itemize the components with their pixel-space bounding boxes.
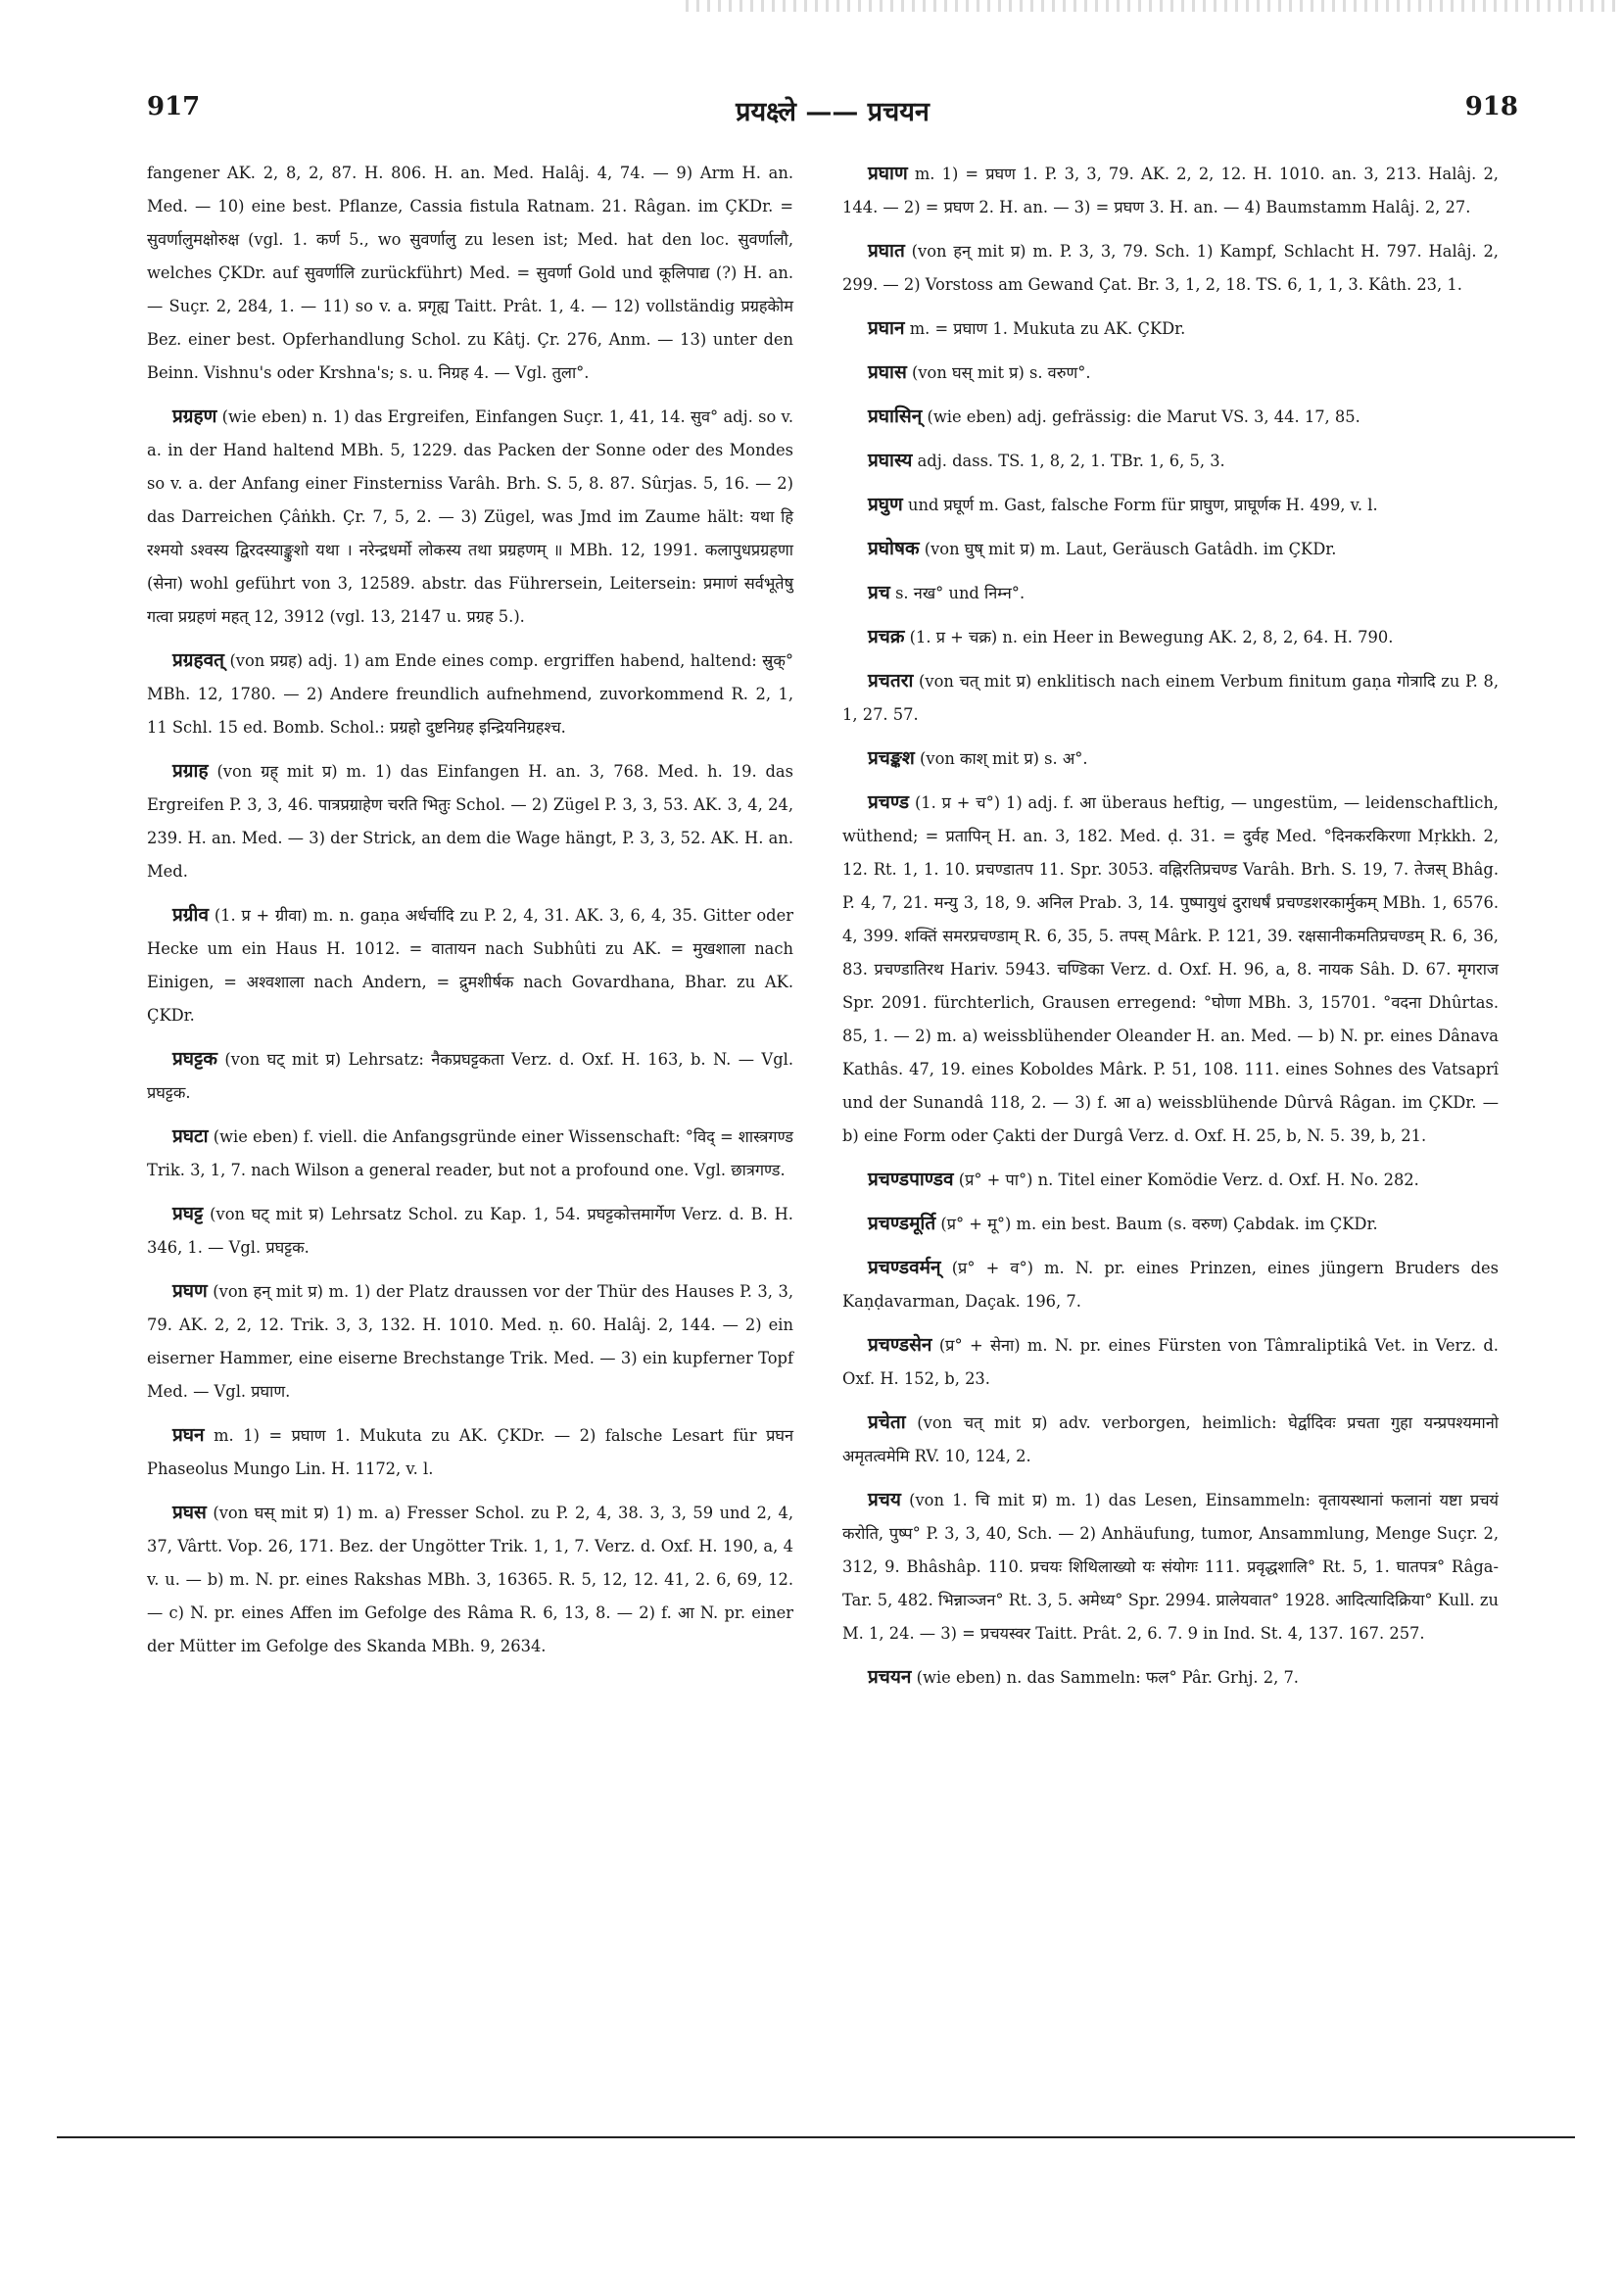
- dictionary-entry: [147, 1120, 793, 1187]
- entry-headword: प्रच: [868, 582, 890, 603]
- entry-body: (wie eben) n. das Sammeln: फल° Pâr. Grhj. 2, 7.: [916, 1668, 1299, 1687]
- entry-body: (प्र° + सेना) m. N. pr. eines Fürsten von Tâmraliptikâ Vet. in Verz. d. Oxf. H. 152, b, 23.: [842, 1336, 1499, 1388]
- dictionary-entry: [842, 741, 1499, 776]
- dictionary-entry: [842, 444, 1499, 478]
- entry-body: (प्र° + मू°) m. ein best. Baum (s. वरुण) Çabdak. im ÇKDr.: [940, 1215, 1378, 1233]
- dictionary-entry: [842, 400, 1499, 434]
- entry-body: (von घस् mit प्र) 1) m. a) Fresser Schol. zu P. 2, 4, 38. 3, 3, 59 und 2, 4, 37, Vârtt. Vop. 26, 171. Bez. der Ungötter Trik. 1, 1, 7. Verz. d. Oxf. H. 190, a, 4 v. u. — b) m. N. pr. eines Rakshas MBh. 3, 16365. R. 5, 12, 12. 41, 2. 6, 69, 12. — c) N. pr. eines Affen im Gefolge des Râma R. 6, 13, 8. — 2) f. आ N. pr. einer der Mütter im Gefolge des Skanda MBh. 9, 2634.: [147, 1504, 793, 1655]
- dictionary-entry: [842, 664, 1499, 732]
- entry-body: und प्रघूर्ण m. Gast, falsche Form für प्राघुण, प्राघूर्णक H. 499, v. l.: [907, 496, 1378, 514]
- entry-body: (von चत् mit प्र) adv. verborgen, heimlich: घेर्द्वादिवः प्रचता गुहा यन्प्रपश्यमानो अमृतत्वमेमि RV. 10, 124, 2.: [842, 1413, 1499, 1465]
- entry-body: (von प्रग्रह) adj. 1) am Ende eines comp. ergriffen habend, haltend: स्रुक्° MBh. 12, 1780. — 2) Andere freundlich aufnehmend, zuvorkommend R. 2, 1, 11 Schl. 15 ed. Bomb. Schol.: प्रग्रहो दुष्टनिग्रह इन्द्रियनिग्रहश्च.: [147, 651, 793, 737]
- dictionary-entry: [147, 644, 793, 744]
- entry-headword: प्रचण्डपाण्डव: [868, 1169, 954, 1190]
- entry-body: (von ग्रह् mit प्र) m. 1) das Einfangen H. an. 3, 768. Med. h. 19. das Ergreifen P. 3, 3, 46. पात्रप्रग्राहेण चरति भितुः Schol. — 2) Zügel P. 3, 3, 53. AK. 3, 4, 24, 239. H. an. Med. — 3) der Strick, an dem die Wage hängt, P. 3, 3, 52. AK. H. an. Med.: [147, 762, 793, 881]
- page-number-left: 917: [147, 92, 201, 121]
- dictionary-entry: [842, 356, 1499, 390]
- entry-headword: प्रघट्टक: [172, 1048, 217, 1070]
- entry-body: (wie eben) n. 1) das Ergreifen, Einfangen Suçr. 1, 41, 14. सुव° adj. so v. a. in der Hand haltend MBh. 5, 1229. das Packen der Sonne oder des Mondes so v. a. der Anfang einer Finsterniss Varâh. Brh. S. 5, 8. 87. Sûrjas. 5, 16. — 2) das Darreichen Çâṅkh. Çr. 7, 5, 2. — 3) Zügel, was Jmd im Zaume hält: यथा हि रश्मयो ऽश्वस्य द्विरदस्याङ्कुशो यथा । नरेन्द्रधर्मो लोकस्य तथा प्रग्रहणम् ॥ MBh. 12, 1991. कलापुधप्रग्रहणा (सेना) wohl geführt von 3, 12589. abstr. das Führersein, Leitersein: प्रमाणं सर्वभूतेषु गत्वा प्रग्रहणं महत् 12, 3912 (vgl. 13, 2147 u. प्रग्रह 5.).: [147, 407, 793, 626]
- entry-body: (von चत् mit प्र) enklitisch nach einem Verbum finitum gaṇa गोत्रादि zu P. 8, 1, 27. 57.: [842, 672, 1499, 724]
- entry-headword: प्रघटा: [172, 1125, 209, 1147]
- entry-body: s. नख° und निम्न°.: [895, 584, 1026, 602]
- entry-body: (von घट् mit प्र) Lehrsatz: नैकप्रघट्टकता Verz. d. Oxf. H. 163, b. N. — Vgl. प्रघट्टक.: [147, 1050, 793, 1102]
- dictionary-entry: [147, 754, 793, 888]
- entry-body: (von 1. चि mit प्र) m. 1) das Lesen, Einsammeln: वृतायस्थानां फलानां यष्टा प्रचयं करोति, पुष्प° P. 3, 3, 40, Sch. — 2) Anhäufung, tumor, Ansammlung, Menge Suçr. 2, 312, 9. Bhâshâp. 110. प्रचयः शिथिलाख्यो यः संयोगः 111. प्रवृद्धशालि° Rt. 5, 1. घातपत्र° Râga-Tar. 5, 482. भिन्नाञ्जन° Rt. 3, 5. अमेध्य° Spr. 2994. प्रालेयवात° 1928. आदित्यादिक्रिया° Kull. zu M. 1, 24. — 3) = प्रचयस्वर Taitt. Prât. 2, 6. 7. 9 in Ind. St. 4, 137. 167. 257.: [842, 1491, 1499, 1643]
- entry-body: fangener AK. 2, 8, 2, 87. H. 806. H. an. Med. Halâj. 4, 74. — 9) Arm H. an. Med. — 10) eine best. Pflanze, Cassia fistula Ratnam. 21. Râgan. im ÇKDr. = सुवर्णालुमक्षोरुक्ष (vgl. 1. कर्ण 5., wo सुवर्णालु zu lesen ist; Med. hat den loc. सुवर्णालौ, welches ÇKDr. auf सुवर्णालि zurückführt) Med. = सुवर्णा Gold und कूलिपाद्य (?) H. an. — Suçr. 2, 284, 1. — 11) so v. a. प्रगृह्य Taitt. Prât. 1, 4. — 12) vollständig प्रग्रहकेोम Bez. einer best. Opferhandlung Schol. zu Kâtj. Çr. 276, Anm. — 13) unter den Beinn. Vishnu's oder Krshna's; s. u. निग्रह 4. — Vgl. तुला°.: [147, 164, 793, 382]
- entry-headword: प्रग्रहण: [172, 406, 217, 427]
- entry-headword: प्रघट्ट: [172, 1203, 204, 1224]
- dictionary-entry: [147, 400, 793, 634]
- dictionary-entry: [842, 786, 1499, 1153]
- page-header: [147, 92, 1518, 131]
- entry-headword: प्रचतरा: [868, 670, 914, 692]
- entry-body: (von काश् mit प्र) s. अ°.: [920, 749, 1088, 768]
- entry-headword: प्रघस: [172, 1502, 207, 1523]
- entry-body: (1. प्र + चक्र) n. ein Heer in Bewegung AK. 2, 8, 2, 64. H. 790.: [909, 628, 1394, 646]
- dictionary-entry: [842, 532, 1499, 566]
- entry-headword: प्रघाण: [868, 163, 908, 184]
- entry-headword: प्रग्राह: [172, 760, 209, 782]
- entry-body: m. = प्रघाण 1. Mukuta zu AK. ÇKDr.: [909, 319, 1186, 338]
- entry-headword: प्रग्रीव: [172, 904, 210, 926]
- entry-body: (wie eben) adj. gefrässig: die Marut VS. 3, 44. 17, 85.: [927, 407, 1360, 426]
- entry-body: m. 1) = प्रघाण 1. Mukuta zu AK. ÇKDr. — 2) falsche Lesart für प्रघन Phaseolus Mungo Lin. H. 1172, v. l.: [147, 1426, 793, 1478]
- dictionary-entry: [842, 576, 1499, 610]
- dictionary-entry: [147, 1496, 793, 1663]
- dictionary-entry: [147, 1197, 793, 1265]
- entry-body: (von घट् mit प्र) Lehrsatz Schol. zu Kap. 1, 54. प्रघट्टकोत्तमार्गेण Verz. d. B. H. 346, 1. — Vgl. प्रघट्टक.: [147, 1205, 793, 1257]
- entry-headword: प्रघन: [172, 1424, 205, 1446]
- entry-headword: प्रचेता: [868, 1411, 906, 1433]
- entry-headword: प्रघण: [172, 1280, 208, 1302]
- dictionary-entry: [147, 157, 793, 390]
- dictionary-entry: [842, 1660, 1499, 1695]
- dictionary-entry: [147, 1042, 793, 1110]
- entry-body: (von घुष् mit प्र) m. Laut, Geräusch Gatâdh. im ÇKDr.: [924, 540, 1337, 558]
- entry-headword: प्रचय: [868, 1489, 901, 1510]
- entry-body: (1. प्र + च°) 1) adj. f. आ überaus heftig, — ungestüm, — leidenschaftlich, wüthend; = प्रतापिन् H. an. 3, 182. Med. ḍ. 31. = दुर्वह Med. °दिनकरकिरणा Mṛkkh. 2, 12. Rt. 1, 1. 10. प्रचण्डातप 11. Spr. 3053. वह्निरतिप्रचण्ड Varâh. Brh. S. 19, 7. तेजस् Bhâg. P. 4, 7, 21. मन्यु 3, 18, 9. अनिल Prab. 3, 14. पुष्पायुधं दुराधर्षं प्रचण्डशरकार्मुकम् MBh. 1, 6576. 4, 399. शक्तिं समरप्रचण्डाम् R. 6, 35, 5. तपस् Mârk. P. 121, 39. रक्षसानीकमतिप्रचण्डम् R. 6, 36, 83. प्रचण्डातिरथ Hariv. 5943. चण्डिका Verz. d. Oxf. H. 96, a, 8. नायक Sâh. D. 67. मृगराज Spr. 2091. fürchterlich, Grausen erregend: °घोणा MBh. 3, 15701. °वदना Dhûrtas. 85, 1. — 2) m. a) weissblühender Oleander H. an. Med. — b) N. pr. eines Dânava Kathâs. 47, 19. eines Koboldes Mârk. P. 51, 108. 111. eines Sohnes des Vatsaprî und der Sunandâ 118, 2. — 3) f. आ a) weissblühende Dûrvâ Râgan. im ÇKDr. — b) eine Form oder Çakti der Durgâ Verz. d. Oxf. H. 25, b, N. 5. 39, b, 21.: [842, 793, 1499, 1145]
- dictionary-entry: [842, 1406, 1499, 1473]
- entry-headword: प्रघान: [868, 317, 905, 339]
- page-number-right: 918: [1464, 92, 1518, 121]
- running-head: प्रयक्ष्ले —— प्रचयन: [736, 97, 930, 127]
- entry-body: (von घस् mit प्र) s. वरुण°.: [912, 363, 1091, 382]
- right-column: [842, 157, 1499, 1704]
- entry-headword: प्रघासिन्: [868, 406, 923, 427]
- entry-headword: प्रघास: [868, 361, 907, 383]
- footer-rule: [57, 2136, 1575, 2138]
- entry-body: (von हन् mit प्र) m. P. 3, 3, 79. Sch. 1) Kampf, Schlacht H. 797. Halâj. 2, 299. — 2) Vorstoss am Gewand Çat. Br. 3, 1, 2, 18. TS. 6, 1, 1, 3. Kâth. 23, 1.: [842, 242, 1499, 294]
- entry-headword: प्रघात: [868, 240, 905, 262]
- entry-body: (von हन् mit प्र) m. 1) der Platz draussen vor der Thür des Hauses P. 3, 3, 79. AK. 2, 2, 12. Trik. 3, 3, 132. H. 1010. Med. ṇ. 60. Halâj. 2, 144. — 2) ein eiserner Hammer, eine eiserne Brechstange Trik. Med. — 3) ein kupferner Topf Med. — Vgl. प्रघाण.: [147, 1282, 793, 1401]
- left-column: [147, 157, 793, 1673]
- dictionary-entry: [842, 1328, 1499, 1396]
- scan-artifact: [686, 0, 1622, 12]
- dictionary-entry: [147, 1274, 793, 1409]
- dictionary-entry: [842, 620, 1499, 654]
- entry-headword: प्रचण्डवर्मन्: [868, 1257, 941, 1278]
- entry-headword: प्रघास्य: [868, 450, 913, 471]
- entry-body: (प्र° + पा°) n. Titel einer Komödie Verz. d. Oxf. H. No. 282.: [958, 1171, 1419, 1189]
- entry-body: adj. dass. TS. 1, 8, 2, 1. TBr. 1, 6, 5, 3.: [917, 452, 1225, 470]
- entry-body: (प्र° + व°) m. N. pr. eines Prinzen, eines jüngern Bruders des Kaṇḍavarman, Daçak. 196, 7.: [842, 1259, 1499, 1311]
- dictionary-entry: [147, 898, 793, 1032]
- entry-headword: प्रघुण: [868, 494, 903, 515]
- dictionary-entry: [842, 157, 1499, 224]
- entry-body: (wie eben) f. viell. die Anfangsgründe einer Wissenschaft: °विद् = शास्त्रगण्ड Trik. 3, 1, 7. nach Wilson a general reader, but not a profound one. Vgl. छात्रगण्ड.: [147, 1127, 794, 1179]
- entry-headword: प्रचयन: [868, 1666, 912, 1688]
- dictionary-entry: [842, 1251, 1499, 1318]
- entry-headword: प्रचङ्कश: [868, 747, 915, 769]
- dictionary-entry: [842, 1207, 1499, 1241]
- entry-headword: प्रघोषक: [868, 538, 920, 559]
- entry-headword: प्रचण्डमूर्ति: [868, 1213, 936, 1234]
- entry-headword: प्रचण्डसेन: [868, 1334, 932, 1356]
- dictionary-entry: [842, 311, 1499, 346]
- entry-headword: प्रचण्ड: [868, 791, 910, 813]
- entry-headword: प्रग्रहवत्: [172, 649, 225, 671]
- dictionary-entry: [147, 1418, 793, 1486]
- entry-body: m. 1) = प्रघण 1. P. 3, 3, 79. AK. 2, 2, 12. H. 1010. an. 3, 213. Halâj. 2, 144. — 2) = प्रघण 2. H. an. — 3) = प्रघण 3. H. an. — 4) Baumstamm Halâj. 2, 27.: [842, 165, 1499, 216]
- entry-body: (1. प्र + ग्रीवा) m. n. gaṇa अर्धर्चादि zu P. 2, 4, 31. AK. 3, 6, 4, 35. Gitter oder Hecke um ein Haus H. 1012. = वातायन nach Subhûti zu AK. = मुखशाला nach Einigen, = अश्वशाला nach Andern, = द्रुमशीर्षक nach Govardhana, Bhar. zu AK. ÇKDr.: [147, 906, 793, 1025]
- entry-headword: प्रचक्र: [868, 626, 905, 647]
- dictionary-entry: [842, 1163, 1499, 1197]
- dictionary-entry: [842, 1483, 1499, 1650]
- dictionary-entry: [842, 234, 1499, 302]
- dictionary-entry: [842, 488, 1499, 522]
